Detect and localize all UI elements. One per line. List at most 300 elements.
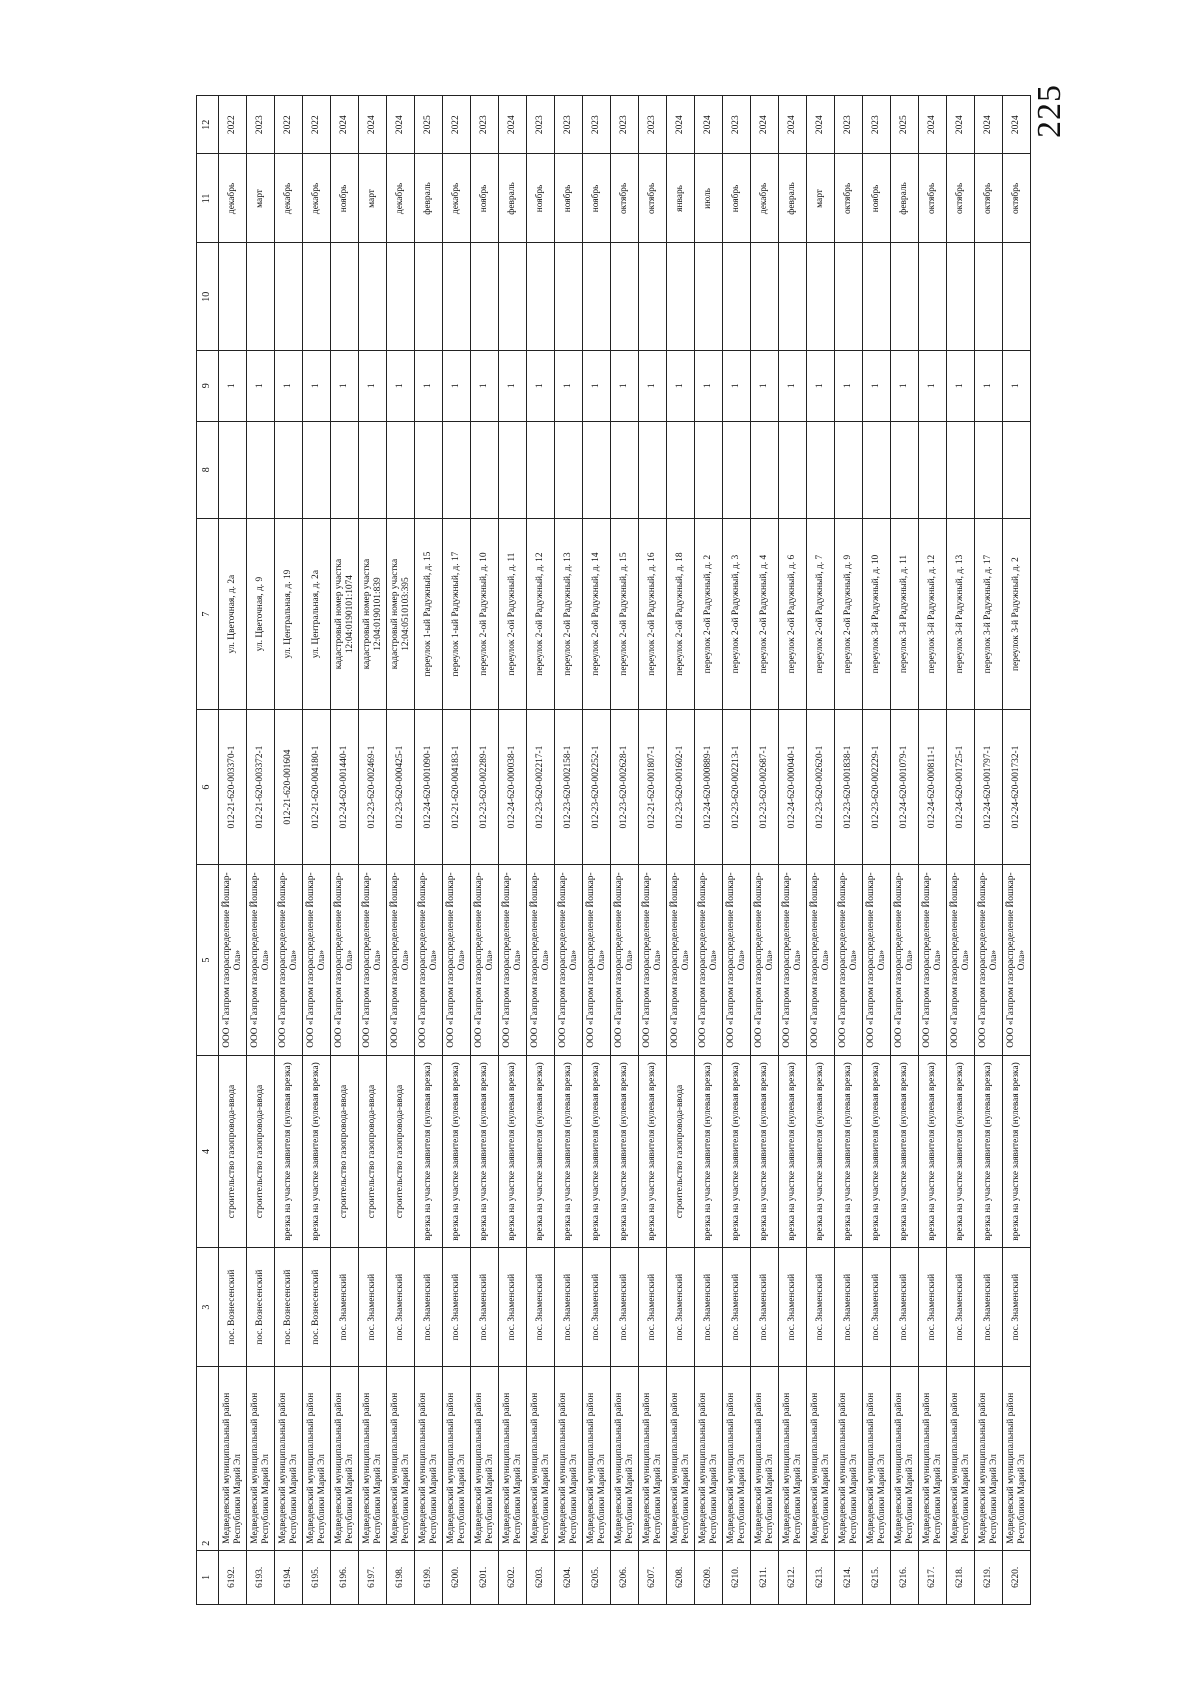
address-cell: переулок 2-ой Радужный, д. 18 — [667, 518, 695, 709]
column-8-cell — [807, 421, 835, 518]
settlement-cell: пос. Знаменский — [667, 1247, 695, 1367]
quantity-cell: 1 — [443, 350, 471, 421]
quantity-cell: 1 — [471, 350, 499, 421]
column-8-cell — [331, 421, 359, 518]
year-cell: 2024 — [387, 96, 415, 154]
year-cell: 2022 — [443, 96, 471, 154]
settlement-cell: пос. Вознесенский — [275, 1247, 303, 1367]
work-type-cell: врезка на участке заявителя (нулевая врезка) — [471, 1056, 499, 1247]
gasification-table — [196, 95, 1031, 1605]
column-10-cell — [387, 243, 415, 350]
application-code-cell: 012-23-620-001602-1 — [667, 710, 695, 865]
settlement-cell: пос. Знаменский — [1003, 1247, 1031, 1367]
month-cell: ноябрь — [331, 154, 359, 243]
work-type-cell: строительство газопровода-ввода — [219, 1056, 247, 1247]
column-8-cell — [443, 421, 471, 518]
settlement-cell: пос. Вознесенский — [303, 1247, 331, 1367]
table-row — [835, 96, 863, 1605]
organization-cell: ООО «Газпром газораспределение Йошкар-Ола» — [667, 864, 695, 1055]
month-cell: февраль — [779, 154, 807, 243]
column-10-cell — [303, 243, 331, 350]
table-row — [947, 96, 975, 1605]
column-header: 6 — [197, 710, 219, 865]
year-cell: 2024 — [919, 96, 947, 154]
quantity-cell: 1 — [807, 350, 835, 421]
organization-cell: ООО «Газпром газораспределение Йошкар-Ола» — [947, 864, 975, 1055]
organization-cell: ООО «Газпром газораспределение Йошкар-Ола» — [359, 864, 387, 1055]
application-code-cell: 012-24-620-000040-1 — [779, 710, 807, 865]
address-cell: ул. Центральная, д. 19 — [275, 518, 303, 709]
quantity-cell: 1 — [359, 350, 387, 421]
settlement-cell: пос. Знаменский — [471, 1247, 499, 1367]
table-row — [527, 96, 555, 1605]
month-cell: ноябрь — [527, 154, 555, 243]
organization-cell: ООО «Газпром газораспределение Йошкар-Ола» — [555, 864, 583, 1055]
application-code-cell: 012-23-620-000425-1 — [387, 710, 415, 865]
month-cell: февраль — [415, 154, 443, 243]
work-type-cell: врезка на участке заявителя (нулевая врезка) — [975, 1056, 1003, 1247]
column-10-cell — [275, 243, 303, 350]
quantity-cell: 1 — [695, 350, 723, 421]
year-cell: 2022 — [219, 96, 247, 154]
month-cell: декабрь — [303, 154, 331, 243]
work-type-cell: врезка на участке заявителя (нулевая врезка) — [919, 1056, 947, 1247]
district-cell: Медведевский муниципальный район Республики Марий Эл — [779, 1367, 807, 1550]
district-cell: Медведевский муниципальный район Республики Марий Эл — [527, 1367, 555, 1550]
year-cell: 2023 — [555, 96, 583, 154]
column-10-cell — [443, 243, 471, 350]
year-cell: 2022 — [303, 96, 331, 154]
work-type-cell: врезка на участке заявителя (нулевая врезка) — [415, 1056, 443, 1247]
work-type-cell: врезка на участке заявителя (нулевая врезка) — [695, 1056, 723, 1247]
month-cell: октябрь — [1003, 154, 1031, 243]
application-code-cell: 012-24-620-001440-1 — [331, 710, 359, 865]
column-8-cell — [975, 421, 1003, 518]
application-code-cell: 012-24-620-001725-1 — [947, 710, 975, 865]
column-10-cell — [359, 243, 387, 350]
month-cell: декабрь — [443, 154, 471, 243]
district-cell: Медведевский муниципальный район Республики Марий Эл — [975, 1367, 1003, 1550]
work-type-cell: врезка на участке заявителя (нулевая врезка) — [443, 1056, 471, 1247]
address-cell: переулок 2-ой Радужный, д. 13 — [555, 518, 583, 709]
district-cell: Медведевский муниципальный район Республики Марий Эл — [303, 1367, 331, 1550]
district-cell: Медведевский муниципальный район Республики Марий Эл — [751, 1367, 779, 1550]
column-10-cell — [807, 243, 835, 350]
column-10-cell — [583, 243, 611, 350]
quantity-cell: 1 — [835, 350, 863, 421]
column-number-row — [197, 96, 219, 1605]
row-number: 6210. — [723, 1550, 751, 1604]
column-8-cell — [247, 421, 275, 518]
column-header: 7 — [197, 518, 219, 709]
month-cell: июль — [695, 154, 723, 243]
address-cell: переулок 3-й Радужный, д. 11 — [891, 518, 919, 709]
address-cell: ул. Цветочная, д. 2а — [219, 518, 247, 709]
settlement-cell: пос. Знаменский — [443, 1247, 471, 1367]
quantity-cell: 1 — [331, 350, 359, 421]
year-cell: 2023 — [471, 96, 499, 154]
work-type-cell: врезка на участке заявителя (нулевая врезка) — [779, 1056, 807, 1247]
application-code-cell: 012-23-620-002620-1 — [807, 710, 835, 865]
address-cell: переулок 2-ой Радужный, д. 9 — [835, 518, 863, 709]
work-type-cell: врезка на участке заявителя (нулевая врезка) — [947, 1056, 975, 1247]
year-cell: 2025 — [891, 96, 919, 154]
quantity-cell: 1 — [499, 350, 527, 421]
row-number: 6208. — [667, 1550, 695, 1604]
quantity-cell: 1 — [947, 350, 975, 421]
district-cell: Медведевский муниципальный район Республики Марий Эл — [359, 1367, 387, 1550]
table-row — [387, 96, 415, 1605]
column-10-cell — [331, 243, 359, 350]
year-cell: 2023 — [723, 96, 751, 154]
work-type-cell: врезка на участке заявителя (нулевая врезка) — [555, 1056, 583, 1247]
organization-cell: ООО «Газпром газораспределение Йошкар-Ола» — [471, 864, 499, 1055]
district-cell: Медведевский муниципальный район Республики Марий Эл — [639, 1367, 667, 1550]
work-type-cell: врезка на участке заявителя (нулевая врезка) — [583, 1056, 611, 1247]
work-type-cell: врезка на участке заявителя (нулевая врезка) — [611, 1056, 639, 1247]
table-row — [275, 96, 303, 1605]
settlement-cell: пос. Знаменский — [807, 1247, 835, 1367]
column-8-cell — [415, 421, 443, 518]
rotated-table-container — [196, 95, 1026, 1605]
settlement-cell: пос. Знаменский — [975, 1247, 1003, 1367]
settlement-cell: пос. Знаменский — [359, 1247, 387, 1367]
table-row — [247, 96, 275, 1605]
year-cell: 2024 — [695, 96, 723, 154]
table-row — [723, 96, 751, 1605]
quantity-cell: 1 — [247, 350, 275, 421]
organization-cell: ООО «Газпром газораспределение Йошкар-Ола» — [695, 864, 723, 1055]
table-row — [611, 96, 639, 1605]
application-code-cell: 012-24-620-001079-1 — [891, 710, 919, 865]
application-code-cell: 012-23-620-002252-1 — [583, 710, 611, 865]
district-cell: Медведевский муниципальный район Республики Марий Эл — [1003, 1367, 1031, 1550]
year-cell: 2024 — [947, 96, 975, 154]
month-cell: октябрь — [835, 154, 863, 243]
year-cell: 2023 — [863, 96, 891, 154]
district-cell: Медведевский муниципальный район Республики Марий Эл — [723, 1367, 751, 1550]
table-row — [779, 96, 807, 1605]
settlement-cell: пос. Знаменский — [723, 1247, 751, 1367]
organization-cell: ООО «Газпром газораспределение Йошкар-Ола» — [247, 864, 275, 1055]
organization-cell: ООО «Газпром газораспределение Йошкар-Ола» — [331, 864, 359, 1055]
row-number: 6220. — [1003, 1550, 1031, 1604]
row-number: 6206. — [611, 1550, 639, 1604]
table-row — [1003, 96, 1031, 1605]
work-type-cell: врезка на участке заявителя (нулевая врезка) — [1003, 1056, 1031, 1247]
organization-cell: ООО «Газпром газораспределение Йошкар-Ола» — [499, 864, 527, 1055]
work-type-cell: строительство газопровода-ввода — [247, 1056, 275, 1247]
settlement-cell: пос. Знаменский — [835, 1247, 863, 1367]
address-cell: кадастровый номер участка 12:04:0190101:839 — [359, 518, 387, 709]
month-cell: декабрь — [751, 154, 779, 243]
table-row — [891, 96, 919, 1605]
organization-cell: ООО «Газпром газораспределение Йошкар-Ола» — [779, 864, 807, 1055]
quantity-cell: 1 — [919, 350, 947, 421]
address-cell: ул. Центральная, д. 2а — [303, 518, 331, 709]
settlement-cell: пос. Знаменский — [387, 1247, 415, 1367]
column-8-cell — [555, 421, 583, 518]
column-10-cell — [891, 243, 919, 350]
table-row — [303, 96, 331, 1605]
month-cell: ноябрь — [583, 154, 611, 243]
organization-cell: ООО «Газпром газораспределение Йошкар-Ола» — [219, 864, 247, 1055]
settlement-cell: пос. Знаменский — [555, 1247, 583, 1367]
column-8-cell — [359, 421, 387, 518]
settlement-cell: пос. Знаменский — [499, 1247, 527, 1367]
work-type-cell: врезка на участке заявителя (нулевая врезка) — [723, 1056, 751, 1247]
column-8-cell — [695, 421, 723, 518]
quantity-cell: 1 — [583, 350, 611, 421]
address-cell: переулок 3-й Радужный, д. 13 — [947, 518, 975, 709]
column-8-cell — [891, 421, 919, 518]
application-code-cell: 012-24-620-001090-1 — [415, 710, 443, 865]
row-number: 6195. — [303, 1550, 331, 1604]
year-cell: 2023 — [583, 96, 611, 154]
district-cell: Медведевский муниципальный район Республики Марий Эл — [387, 1367, 415, 1550]
organization-cell: ООО «Газпром газораспределение Йошкар-Ола» — [583, 864, 611, 1055]
column-header: 4 — [197, 1056, 219, 1247]
application-code-cell: 012-24-620-000811-1 — [919, 710, 947, 865]
quantity-cell: 1 — [751, 350, 779, 421]
district-cell: Медведевский муниципальный район Республики Марий Эл — [499, 1367, 527, 1550]
row-number: 6213. — [807, 1550, 835, 1604]
table-row — [975, 96, 1003, 1605]
application-code-cell: 012-23-620-002213-1 — [723, 710, 751, 865]
row-number: 6203. — [527, 1550, 555, 1604]
address-cell: кадастровый номер участка 12:04:0510103:395 — [387, 518, 415, 709]
work-type-cell: врезка на участке заявителя (нулевая врезка) — [275, 1056, 303, 1247]
settlement-cell: пос. Вознесенский — [219, 1247, 247, 1367]
table-row — [555, 96, 583, 1605]
application-code-cell: 012-21-620-001604 — [275, 710, 303, 865]
year-cell: 2023 — [611, 96, 639, 154]
column-header: 11 — [197, 154, 219, 243]
application-code-cell: 012-23-620-002469-1 — [359, 710, 387, 865]
organization-cell: ООО «Газпром газораспределение Йошкар-Ола» — [275, 864, 303, 1055]
address-cell: переулок 1-ый Радужный, д. 15 — [415, 518, 443, 709]
column-header: 2 — [197, 1367, 219, 1550]
organization-cell: ООО «Газпром газораспределение Йошкар-Ола» — [1003, 864, 1031, 1055]
column-8-cell — [499, 421, 527, 518]
month-cell: октябрь — [919, 154, 947, 243]
address-cell: переулок 2-ой Радужный, д. 16 — [639, 518, 667, 709]
month-cell: декабрь — [275, 154, 303, 243]
district-cell: Медведевский муниципальный район Республики Марий Эл — [807, 1367, 835, 1550]
settlement-cell: пос. Знаменский — [919, 1247, 947, 1367]
settlement-cell: пос. Знаменский — [863, 1247, 891, 1367]
address-cell: переулок 3-й Радужный, д. 10 — [863, 518, 891, 709]
work-type-cell: врезка на участке заявителя (нулевая врезка) — [303, 1056, 331, 1247]
address-cell: переулок 3-й Радужный, д. 17 — [975, 518, 1003, 709]
district-cell: Медведевский муниципальный район Республики Марий Эл — [219, 1367, 247, 1550]
organization-cell: ООО «Газпром газораспределение Йошкар-Ола» — [639, 864, 667, 1055]
settlement-cell: пос. Знаменский — [947, 1247, 975, 1367]
table-row — [415, 96, 443, 1605]
quantity-cell: 1 — [1003, 350, 1031, 421]
address-cell: переулок 2-ой Радужный, д. 2 — [695, 518, 723, 709]
work-type-cell: врезка на участке заявителя (нулевая врезка) — [807, 1056, 835, 1247]
row-number: 6209. — [695, 1550, 723, 1604]
organization-cell: ООО «Газпром газораспределение Йошкар-Ола» — [863, 864, 891, 1055]
application-code-cell: 012-24-620-001797-1 — [975, 710, 1003, 865]
organization-cell: ООО «Газпром газораспределение Йошкар-Ола» — [443, 864, 471, 1055]
year-cell: 2023 — [527, 96, 555, 154]
row-number: 6202. — [499, 1550, 527, 1604]
quantity-cell: 1 — [303, 350, 331, 421]
column-header: 1 — [197, 1550, 219, 1604]
column-8-cell — [835, 421, 863, 518]
month-cell: февраль — [499, 154, 527, 243]
application-code-cell: 012-21-620-001807-1 — [639, 710, 667, 865]
quantity-cell: 1 — [555, 350, 583, 421]
year-cell: 2023 — [835, 96, 863, 154]
row-number: 6192. — [219, 1550, 247, 1604]
row-number: 6207. — [639, 1550, 667, 1604]
row-number: 6200. — [443, 1550, 471, 1604]
work-type-cell: врезка на участке заявителя (нулевая врезка) — [835, 1056, 863, 1247]
row-number: 6193. — [247, 1550, 275, 1604]
month-cell: октябрь — [611, 154, 639, 243]
work-type-cell: врезка на участке заявителя (нулевая врезка) — [499, 1056, 527, 1247]
settlement-cell: пос. Знаменский — [891, 1247, 919, 1367]
row-number: 6214. — [835, 1550, 863, 1604]
column-10-cell — [639, 243, 667, 350]
column-10-cell — [499, 243, 527, 350]
column-8-cell — [527, 421, 555, 518]
column-8-cell — [639, 421, 667, 518]
organization-cell: ООО «Газпром газораспределение Йошкар-Ола» — [527, 864, 555, 1055]
organization-cell: ООО «Газпром газораспределение Йошкар-Ола» — [751, 864, 779, 1055]
application-code-cell: 012-23-620-002229-1 — [863, 710, 891, 865]
work-type-cell: врезка на участке заявителя (нулевая врезка) — [751, 1056, 779, 1247]
column-10-cell — [667, 243, 695, 350]
month-cell: ноябрь — [471, 154, 499, 243]
work-type-cell: врезка на участке заявителя (нулевая врезка) — [639, 1056, 667, 1247]
table-row — [499, 96, 527, 1605]
table-row — [695, 96, 723, 1605]
year-cell: 2024 — [975, 96, 1003, 154]
column-header: 10 — [197, 243, 219, 350]
column-10-cell — [471, 243, 499, 350]
month-cell: октябрь — [975, 154, 1003, 243]
year-cell: 2025 — [415, 96, 443, 154]
row-number: 6219. — [975, 1550, 1003, 1604]
address-cell: переулок 3-й Радужный, д. 2 — [1003, 518, 1031, 709]
column-8-cell — [723, 421, 751, 518]
address-cell: переулок 2-ой Радужный, д. 6 — [779, 518, 807, 709]
table-row — [919, 96, 947, 1605]
application-code-cell: 012-23-620-002217-1 — [527, 710, 555, 865]
year-cell: 2022 — [275, 96, 303, 154]
district-cell: Медведевский муниципальный район Республики Марий Эл — [247, 1367, 275, 1550]
district-cell: Медведевский муниципальный район Республики Марий Эл — [555, 1367, 583, 1550]
column-8-cell — [919, 421, 947, 518]
column-10-cell — [863, 243, 891, 350]
column-8-cell — [611, 421, 639, 518]
row-number: 6212. — [779, 1550, 807, 1604]
page-number: 225 — [1031, 84, 1068, 138]
settlement-cell: пос. Знаменский — [695, 1247, 723, 1367]
address-cell: переулок 2-ой Радужный, д. 3 — [723, 518, 751, 709]
settlement-cell: пос. Знаменский — [331, 1247, 359, 1367]
column-10-cell — [1003, 243, 1031, 350]
address-cell: переулок 2-ой Радужный, д. 7 — [807, 518, 835, 709]
row-number: 6198. — [387, 1550, 415, 1604]
quantity-cell: 1 — [275, 350, 303, 421]
organization-cell: ООО «Газпром газораспределение Йошкар-Ола» — [891, 864, 919, 1055]
settlement-cell: пос. Знаменский — [639, 1247, 667, 1367]
column-8-cell — [1003, 421, 1031, 518]
quantity-cell: 1 — [639, 350, 667, 421]
column-header: 8 — [197, 421, 219, 518]
column-10-cell — [695, 243, 723, 350]
year-cell: 2023 — [639, 96, 667, 154]
table-row — [807, 96, 835, 1605]
column-10-cell — [555, 243, 583, 350]
month-cell: октябрь — [639, 154, 667, 243]
month-cell: октябрь — [947, 154, 975, 243]
organization-cell: ООО «Газпром газораспределение Йошкар-Ола» — [303, 864, 331, 1055]
row-number: 6204. — [555, 1550, 583, 1604]
row-number: 6218. — [947, 1550, 975, 1604]
organization-cell: ООО «Газпром газораспределение Йошкар-Ола» — [807, 864, 835, 1055]
month-cell: декабрь — [219, 154, 247, 243]
district-cell: Медведевский муниципальный район Республики Марий Эл — [275, 1367, 303, 1550]
column-8-cell — [947, 421, 975, 518]
table-row — [471, 96, 499, 1605]
table-row — [359, 96, 387, 1605]
year-cell: 2024 — [667, 96, 695, 154]
column-8-cell — [863, 421, 891, 518]
district-cell: Медведевский муниципальный район Республики Марий Эл — [611, 1367, 639, 1550]
address-cell: кадастровый номер участка 12:04:0190101:1074 — [331, 518, 359, 709]
table-body — [219, 96, 1031, 1605]
organization-cell: ООО «Газпром газораспределение Йошкар-Ола» — [611, 864, 639, 1055]
quantity-cell: 1 — [891, 350, 919, 421]
district-cell: Медведевский муниципальный район Республики Марий Эл — [863, 1367, 891, 1550]
work-type-cell: строительство газопровода-ввода — [667, 1056, 695, 1247]
district-cell: Медведевский муниципальный район Республики Марий Эл — [471, 1367, 499, 1550]
settlement-cell: пос. Знаменский — [751, 1247, 779, 1367]
district-cell: Медведевский муниципальный район Республики Марий Эл — [443, 1367, 471, 1550]
application-code-cell: 012-24-620-000889-1 — [695, 710, 723, 865]
column-8-cell — [667, 421, 695, 518]
organization-cell: ООО «Газпром газораспределение Йошкар-Ола» — [415, 864, 443, 1055]
district-cell: Медведевский муниципальный район Республики Марий Эл — [415, 1367, 443, 1550]
column-8-cell — [583, 421, 611, 518]
application-code-cell: 012-24-620-001732-1 — [1003, 710, 1031, 865]
table-row — [443, 96, 471, 1605]
row-number: 6194. — [275, 1550, 303, 1604]
quantity-cell: 1 — [527, 350, 555, 421]
table-row — [863, 96, 891, 1605]
application-code-cell: 012-21-620-004180-1 — [303, 710, 331, 865]
year-cell: 2024 — [499, 96, 527, 154]
column-10-cell — [975, 243, 1003, 350]
settlement-cell: пос. Вознесенский — [247, 1247, 275, 1367]
column-10-cell — [415, 243, 443, 350]
table-row — [639, 96, 667, 1605]
row-number: 6217. — [919, 1550, 947, 1604]
column-10-cell — [611, 243, 639, 350]
application-code-cell: 012-21-620-003370-1 — [219, 710, 247, 865]
application-code-cell: 012-23-620-001838-1 — [835, 710, 863, 865]
district-cell: Медведевский муниципальный район Республики Марий Эл — [947, 1367, 975, 1550]
year-cell: 2024 — [779, 96, 807, 154]
year-cell: 2023 — [247, 96, 275, 154]
table-row — [583, 96, 611, 1605]
